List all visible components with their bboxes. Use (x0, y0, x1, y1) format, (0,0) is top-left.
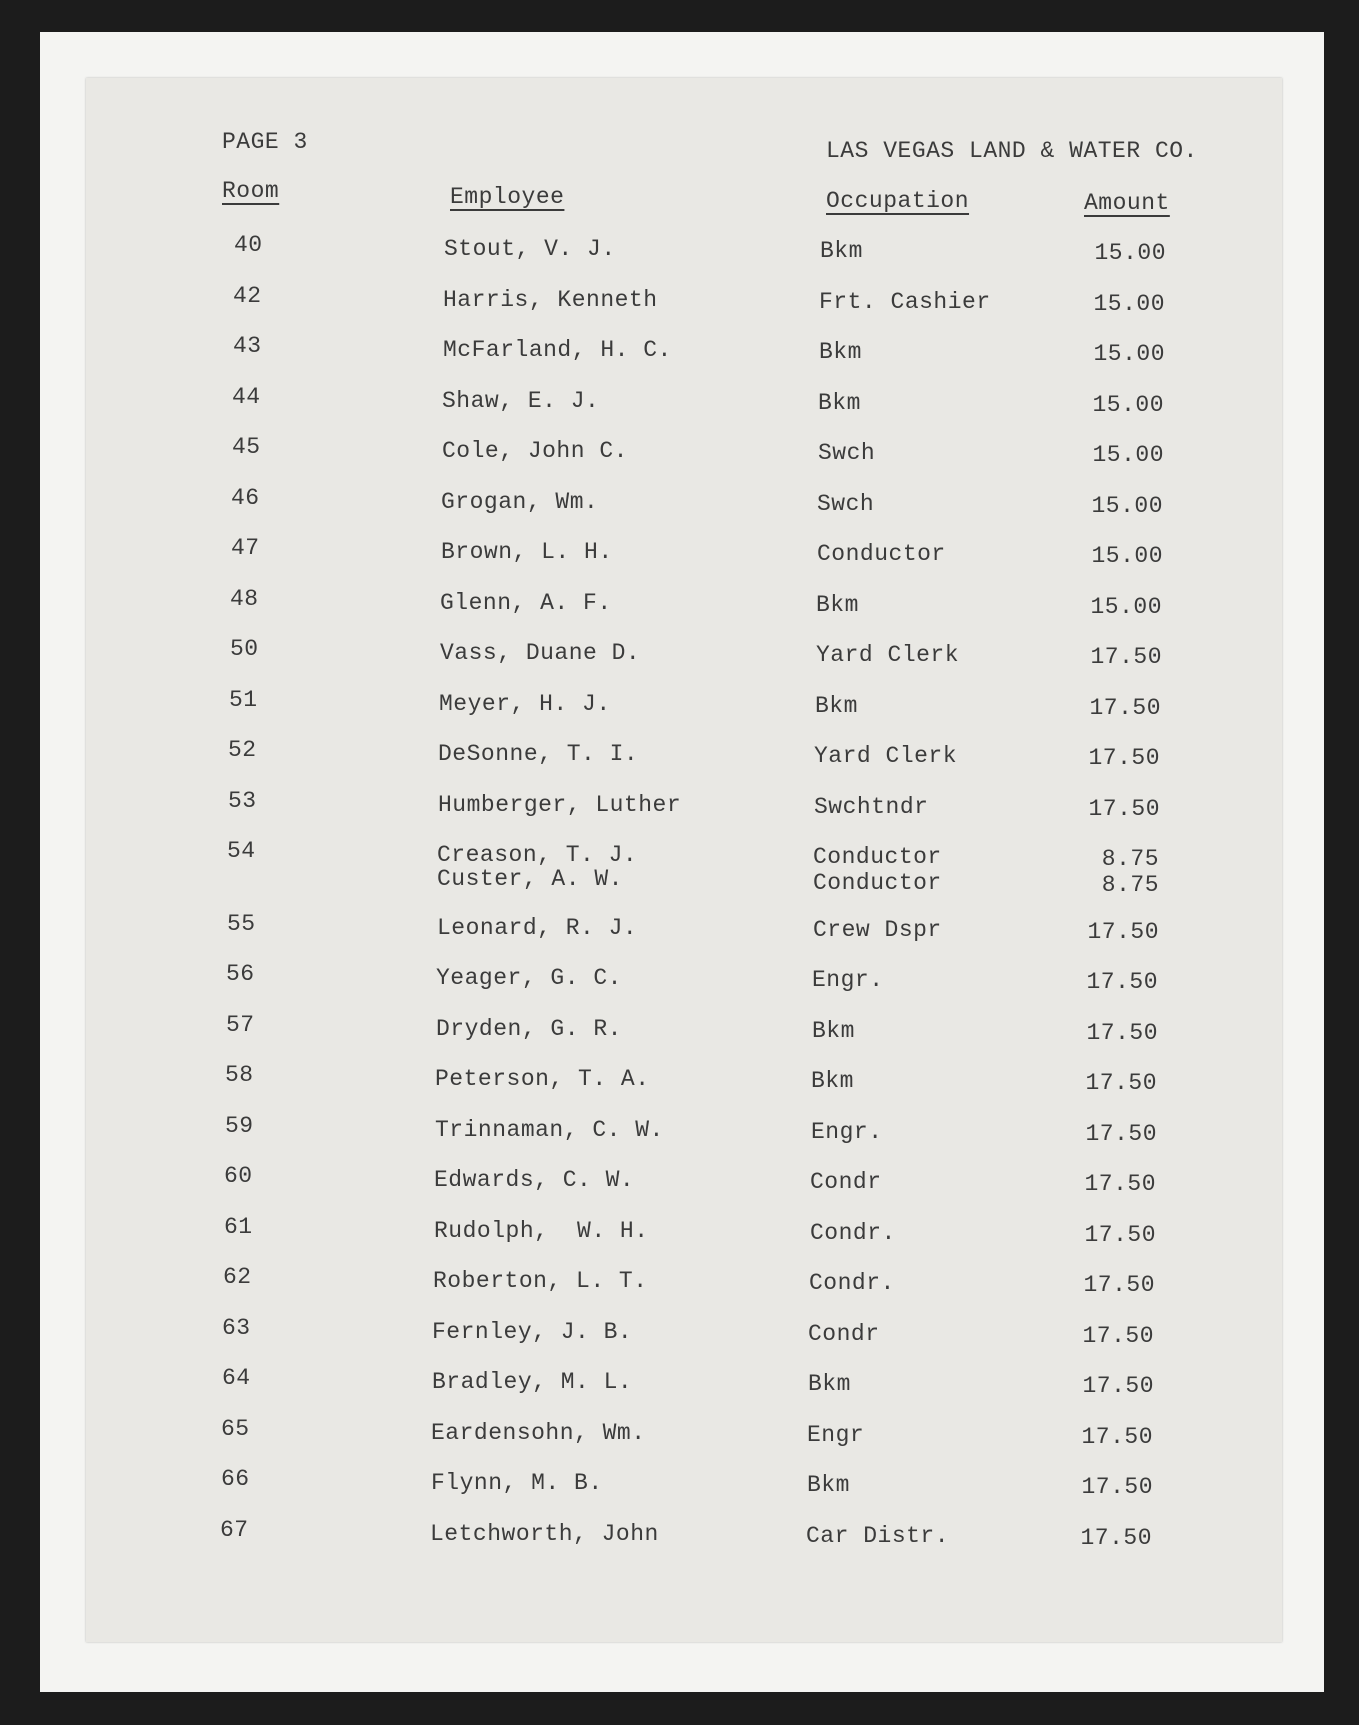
room-cell: 61 (224, 1213, 253, 1240)
occupation-cell: Bkm (816, 591, 859, 618)
room-cell: 59 (225, 1112, 254, 1139)
amount-cell: 15.00 (1094, 240, 1166, 266)
occupation-cell: Swch (817, 490, 875, 517)
table-row (86, 1011, 1282, 1064)
room-cell: 42 (233, 282, 262, 309)
occupation-cell: Conductor (813, 870, 942, 896)
table-row (86, 686, 1282, 739)
occupation-cell: Conductor (813, 844, 942, 870)
room-cell: 51 (229, 686, 258, 713)
header-amount: Amount (1084, 190, 1170, 216)
employee-cell: Creason, T. J. (437, 842, 638, 868)
room-cell: 50 (230, 636, 259, 662)
amount-cell: 17.50 (1085, 1070, 1157, 1096)
room-cell: 47 (231, 535, 260, 561)
table-row (86, 1367, 1282, 1417)
table-row (86, 1516, 1282, 1569)
amount-cell: 17.50 (1085, 1120, 1157, 1147)
employee-cell: Grogan, Wm. (441, 488, 599, 515)
amount-cell: 15.00 (1093, 341, 1165, 367)
occupation-cell: Condr (810, 1169, 882, 1195)
room-cell: 48 (230, 585, 259, 612)
occupation-cell: Condr. (810, 1219, 896, 1246)
table-row (86, 234, 1282, 284)
employee-cell: Brown, L. H. (441, 539, 613, 565)
occupation-cell: Condr. (809, 1270, 895, 1296)
occupation-cell: Bkm (811, 1068, 854, 1094)
employee-cell: Custer, A. W. (437, 866, 623, 892)
occupation-cell: Engr (807, 1421, 865, 1448)
amount-cell: 8.75 (1101, 872, 1159, 898)
room-cell: 44 (232, 383, 261, 410)
page-label: PAGE 3 (222, 129, 308, 155)
employee-cell: Vass, Duane D. (440, 640, 641, 666)
employee-cell: Bradley, M. L. (432, 1369, 633, 1395)
amount-cell: 17.50 (1086, 969, 1158, 995)
header-room: Room (222, 178, 280, 204)
table-row (86, 585, 1282, 638)
employee-cell: Stout, V. J. (444, 236, 616, 262)
table-row (86, 335, 1282, 385)
employee-cell: Peterson, T. A. (435, 1066, 650, 1092)
employee-cell: Rudolph, W. H. (434, 1217, 649, 1244)
amount-cell: 17.50 (1089, 694, 1161, 721)
occupation-cell: Bkm (818, 389, 861, 416)
amount-cell: 17.50 (1084, 1221, 1156, 1248)
employee-cell: Trinnaman, C. W. (435, 1116, 664, 1143)
document-page (86, 78, 1282, 1642)
room-cell: 52 (228, 737, 257, 763)
room-cell: 54 (227, 838, 256, 864)
room-cell: 62 (223, 1264, 252, 1290)
table-row (86, 838, 1282, 898)
occupation-cell: Frt. Cashier (819, 288, 991, 315)
amount-cell: 17.50 (1082, 1373, 1154, 1399)
occupation-cell: Swch (818, 440, 876, 466)
table-row (86, 484, 1282, 537)
room-cell: 58 (225, 1062, 254, 1088)
amount-cell: 17.50 (1088, 795, 1160, 822)
amount-cell: 17.50 (1086, 1019, 1158, 1046)
occupation-cell: Bkm (819, 339, 862, 365)
occupation-cell: Yard Clerk (814, 743, 958, 769)
employee-cell: Dryden, G. R. (436, 1015, 622, 1042)
occupation-cell: Crew Dspr (813, 916, 942, 943)
amount-cell: 15.00 (1090, 593, 1162, 620)
room-cell: 66 (221, 1466, 250, 1492)
table-row (86, 1213, 1282, 1266)
occupation-cell: Bkm (808, 1371, 851, 1397)
room-cell: 55 (227, 910, 256, 937)
employee-cell: Glenn, A. F. (440, 589, 612, 616)
amount-cell: 17.50 (1082, 1322, 1154, 1349)
table-row (86, 1468, 1282, 1518)
occupation-cell: Bkm (807, 1472, 850, 1498)
employee-cell: Yeager, G. C. (436, 965, 622, 991)
occupation-cell: Conductor (817, 541, 946, 567)
table-row (86, 1415, 1282, 1468)
room-cell: 45 (232, 434, 261, 460)
employee-cell: Flynn, M. B. (431, 1470, 603, 1496)
table-row (86, 963, 1282, 1013)
amount-cell: 17.50 (1080, 1524, 1152, 1551)
employee-cell: Harris, Kenneth (443, 286, 658, 313)
amount-cell: 17.50 (1088, 745, 1160, 771)
table-row (86, 910, 1282, 963)
occupation-cell: Bkm (812, 1017, 855, 1044)
table-row (86, 787, 1282, 840)
table-row (86, 537, 1282, 587)
table-row (86, 638, 1282, 688)
amount-cell: 17.50 (1090, 644, 1162, 670)
table-row (86, 436, 1282, 486)
amount-cell: 17.50 (1087, 918, 1159, 945)
employee-cell: Letchworth, John (430, 1520, 659, 1547)
employee-cell: Shaw, E. J. (442, 387, 600, 414)
amount-cell: 15.00 (1093, 290, 1165, 317)
employee-cell: Fernley, J. B. (432, 1318, 633, 1345)
table-row (86, 383, 1282, 436)
room-cell: 56 (226, 961, 255, 987)
table-row (86, 282, 1282, 335)
employee-cell: Eardensohn, Wm. (431, 1419, 646, 1446)
table-row (86, 1314, 1282, 1367)
occupation-cell: Engr. (812, 967, 884, 993)
header-employee: Employee (450, 184, 565, 210)
amount-cell: 15.00 (1091, 492, 1163, 519)
table-row (86, 1064, 1282, 1114)
table-row (86, 1165, 1282, 1215)
company-name: LAS VEGAS LAND & WATER CO. (826, 138, 1198, 164)
employee-cell: Cole, John C. (442, 438, 628, 464)
room-cell: 57 (226, 1011, 255, 1038)
table-row (86, 1112, 1282, 1165)
amount-cell: 8.75 (1101, 846, 1159, 872)
employee-cell: Meyer, H. J. (439, 690, 611, 717)
amount-cell: 17.50 (1081, 1474, 1153, 1500)
employee-cell: Humberger, Luther (438, 791, 682, 818)
occupation-cell: Car Distr. (806, 1522, 950, 1549)
room-cell: 64 (222, 1365, 251, 1391)
occupation-cell: Yard Clerk (816, 642, 960, 668)
amount-cell: 15.00 (1091, 543, 1163, 569)
room-cell: 40 (234, 232, 263, 258)
room-cell: 53 (228, 787, 257, 814)
room-cell: 43 (233, 333, 262, 359)
room-cell: 46 (231, 484, 260, 511)
table-row (86, 739, 1282, 789)
employee-cell: DeSonne, T. I. (438, 741, 639, 767)
occupation-cell: Condr (808, 1320, 880, 1347)
employee-cell: Leonard, R. J. (437, 914, 638, 941)
table-row (86, 1266, 1282, 1316)
employee-cell: Roberton, L. T. (433, 1268, 648, 1294)
amount-cell: 15.00 (1092, 442, 1164, 468)
employee-cell: McFarland, H. C. (443, 337, 672, 363)
amount-cell: 17.50 (1084, 1171, 1156, 1197)
room-cell: 65 (221, 1415, 250, 1442)
room-cell: 63 (222, 1314, 251, 1341)
occupation-cell: Swchtndr (814, 793, 929, 820)
room-cell: 60 (224, 1163, 253, 1189)
occupation-cell: Bkm (820, 238, 863, 264)
occupation-cell: Engr. (811, 1118, 883, 1145)
header-occupation: Occupation (826, 188, 970, 214)
amount-cell: 17.50 (1081, 1423, 1153, 1450)
employee-cell: Edwards, C. W. (434, 1167, 635, 1193)
occupation-cell: Bkm (815, 692, 858, 719)
amount-cell: 17.50 (1083, 1272, 1155, 1298)
amount-cell: 15.00 (1092, 391, 1164, 418)
room-cell: 67 (220, 1516, 249, 1543)
